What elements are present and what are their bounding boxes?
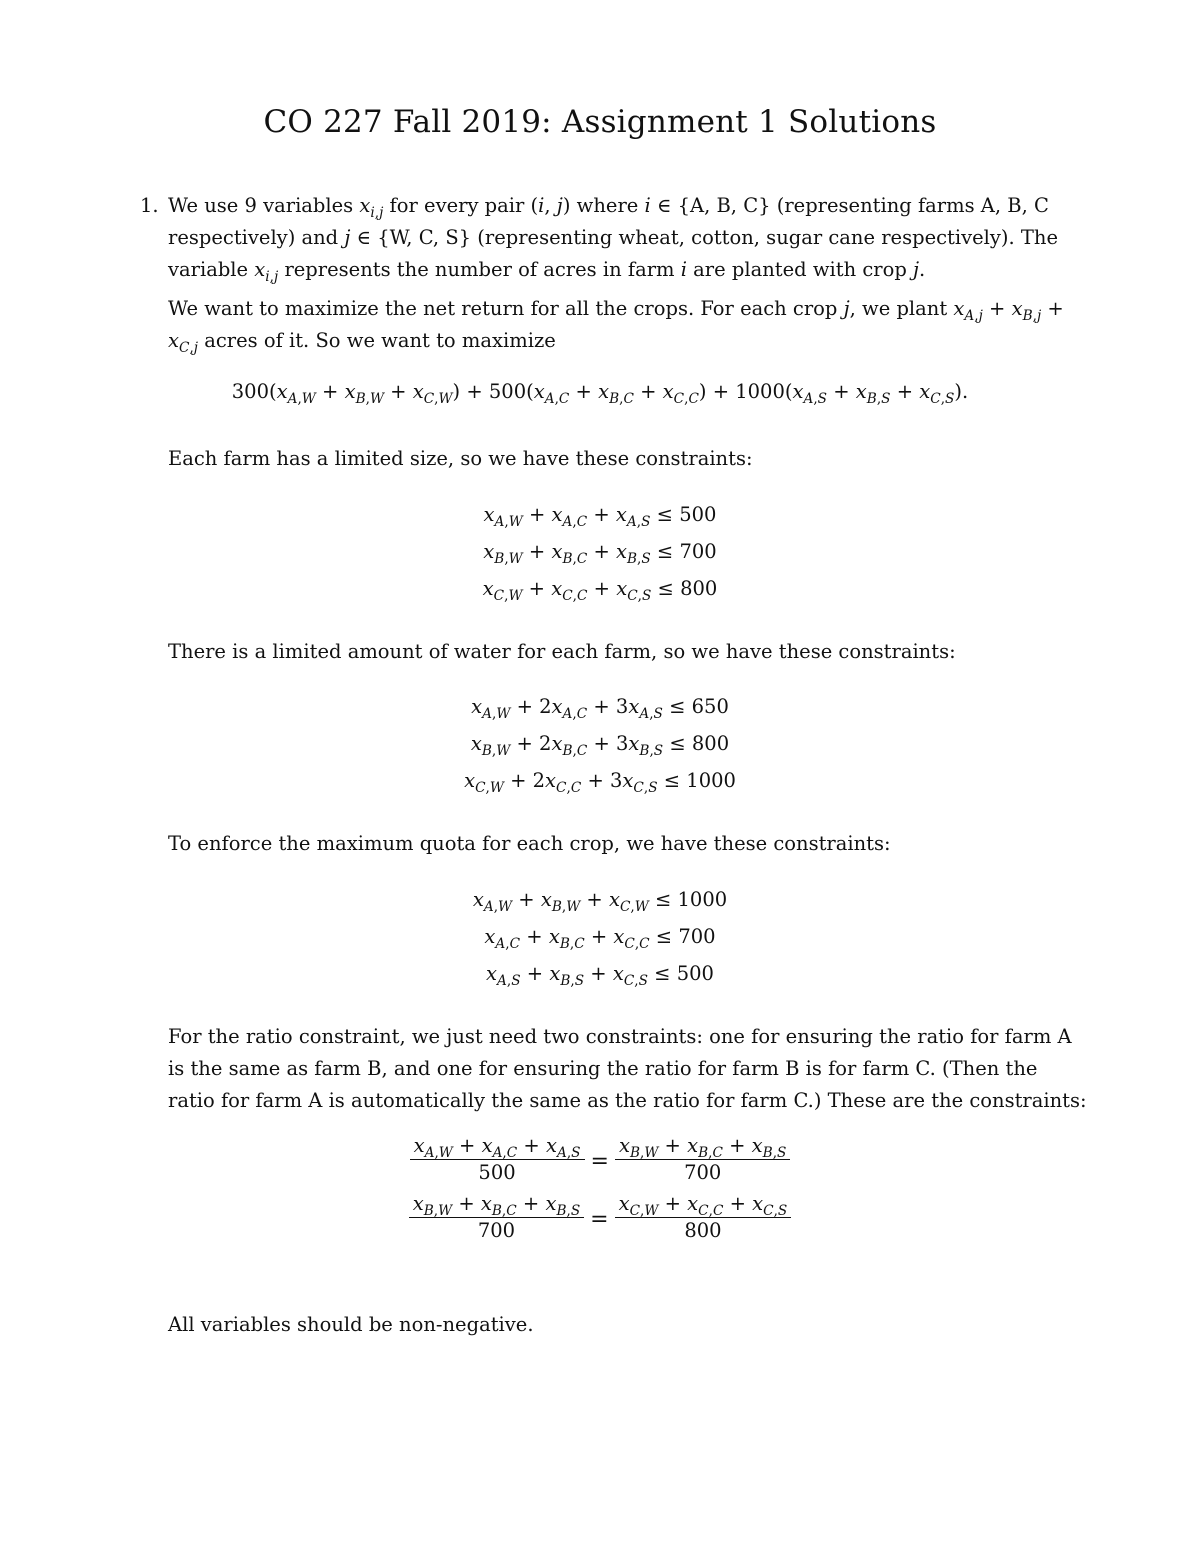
constraint-line: $x_{A,S} + x_{B,S} + x_{C,S} \le 500$ [486, 962, 714, 989]
fraction [615, 1133, 790, 1186]
fraction [409, 1191, 584, 1244]
objective-paragraph [168, 293, 1090, 357]
intro-line: respectively) and j ∈ {W, C, S} (representing wheat, cotton, sugar cane respectively). The [168, 226, 1059, 249]
nonnegativity-statement: All variables should be non-negative. [168, 1313, 534, 1336]
constraint-line: $x_{A,W} + x_{A,C} + x_{A,S} \le 500$ [483, 503, 717, 530]
ratio-line: ratio for farm A is automatically the same as the ratio for farm C.) These are the constraints: [168, 1089, 1087, 1112]
fraction [410, 1133, 585, 1186]
constraint-line: $x_{A,W} + 2x_{A,C} + 3x_{A,S} \le 650$ [471, 695, 729, 722]
ratio-equation [0, 1130, 1200, 1188]
ratio-equation [0, 1188, 1200, 1246]
constraint-line: $x_{B,W} + x_{B,C} + x_{B,S} \le 700$ [483, 540, 717, 567]
numerator: $x_{B,W} + x_{B,C} + x_{B,S}$ [409, 1191, 584, 1218]
constraint-line: $x_{A,W} + x_{B,W} + x_{C,W} \le 1000$ [472, 888, 728, 915]
objective-function: $300(x_{A,W} + x_{B,W} + x_{C,W}) + 500(x_{A,C} + x_{B,C} + x_{C,C}) + 1000(x_{A,S} + x_{B,S} + x_{C,S})$. [231, 380, 969, 407]
denominator: 800 [684, 1218, 722, 1242]
water-intro: There is a limited amount of water for each farm, so we have these constraints: [168, 640, 956, 663]
denominator: 700 [684, 1160, 722, 1184]
intro-line: variable $x_{i,j}$ represents the number of acres in farm i are planted with crop j. [168, 258, 926, 285]
size-constraints [0, 496, 1200, 607]
numerator: $x_{C,W} + x_{C,C} + x_{C,S}$ [615, 1191, 792, 1218]
denominator: 700 [477, 1218, 516, 1242]
constraint-line: $x_{A,C} + x_{B,C} + x_{C,C} \le 700$ [484, 925, 716, 952]
constraint-line: $x_{C,W} + 2x_{C,C} + 3x_{C,S} \le 1000$ [464, 769, 736, 796]
quota-intro: To enforce the maximum quota for each crop, we have these constraints: [168, 832, 891, 855]
item-number: 1. [140, 194, 159, 217]
objective-line: We want to maximize the net return for all the crops. For each crop j, we plant $x_{A,j} + x_{B,j}$ + [168, 297, 1064, 324]
ratio-line: is the same as farm B, and one for ensuring the ratio for farm B is for farm C. (Then the [168, 1057, 1038, 1080]
size-intro: Each farm has a limited size, so we have these constraints: [168, 447, 753, 470]
ratio-line: For the ratio constraint, we just need two constraints: one for ensuring the ratio for farm A [168, 1025, 1072, 1048]
page-title: CO 227 Fall 2019: Assignment 1 Solutions [263, 104, 937, 140]
fraction [615, 1191, 792, 1244]
water-constraints [0, 688, 1200, 799]
ratio-paragraph [168, 1021, 1090, 1117]
equals-sign: = [590, 1206, 609, 1232]
numerator: $x_{A,W} + x_{A,C} + x_{A,S}$ [410, 1133, 585, 1160]
denominator: 500 [478, 1160, 516, 1184]
quota-constraints [0, 881, 1200, 992]
intro-line: We use 9 variables $x_{i,j}$ for every pair (i, j) where i ∈ {A, B, C} (representing farms A, B, C [168, 194, 1049, 221]
numerator: $x_{B,W} + x_{B,C} + x_{B,S}$ [615, 1133, 790, 1160]
objective-line: $x_{C,j}$ acres of it. So we want to maximize [168, 329, 556, 356]
equals-sign: = [590, 1148, 609, 1174]
intro-paragraph [168, 190, 1090, 286]
constraint-line: $x_{C,W} + x_{C,C} + x_{C,S} \le 800$ [482, 577, 718, 604]
constraint-line: $x_{B,W} + 2x_{B,C} + 3x_{B,S} \le 800$ [470, 732, 730, 759]
ratio-constraints [0, 1130, 1200, 1246]
